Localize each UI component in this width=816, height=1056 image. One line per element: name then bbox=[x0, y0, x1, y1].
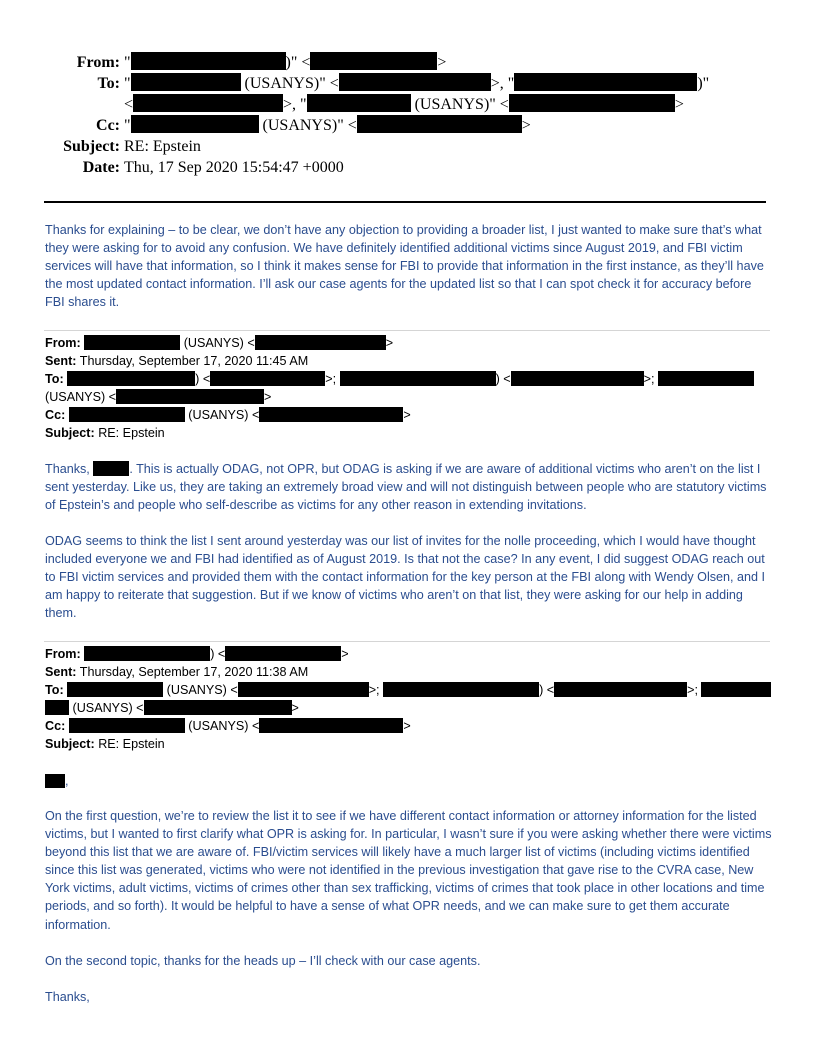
message-body-paragraph: Thanks for explaining – to be clear, we don’t have any objection to providing a broader list, I just wanted to make sure that’s what they were asking for to avoid any confusion. We have definitely identified additional victims since August 2019, and FBI victim services will have that information, so I think it makes sense for FBI to provide that information in the first instance, as they’ll have the most updated contact information. I’ll ask our case agents for the updated list so that I can spot check it for accuracy before FBI shares it. bbox=[45, 223, 764, 310]
quoted-subject-row: Subject: RE: Epstein bbox=[45, 426, 165, 441]
redaction-block bbox=[259, 718, 403, 733]
to-label: To: bbox=[97, 75, 120, 92]
quoted-sent-row: Sent: Thursday, September 17, 2020 11:45 AM bbox=[45, 354, 309, 369]
quoted-cc-row: Cc: (USANYS) < > bbox=[45, 719, 411, 734]
quote-divider bbox=[44, 330, 770, 331]
quoted-body-paragraph: On the first question, we’re to review the list it to see if we have different contact information or attorney information for the listed victims, but I wanted to first clarify what OPR is asking for. In particular, I wasn’t sure if you were asking whether there were victims beyond this list that we are aware of. FBI/victim services will likely have a much larger list of victims (including victims identified since this list was generated, victims who were not identified in the previous investigation that gave rise to the CVRA case, New York victims, adult victims, victims of crimes other than sex trafficking, victims of crimes that took place in other locations and time periods, and so forth). It would be helpful to have a sense of what OPR needs, and we can make sure to get them accurate information. bbox=[45, 809, 772, 932]
quoted-sent-row: Sent: Thursday, September 17, 2020 11:38 AM bbox=[45, 665, 309, 680]
quoted-header-1: From: (USANYS) < > Sent: Thursday, September 17, 2020 11:45 AM To: ) < >; ) < >; (USANYS) < > Cc: (USANYS) < > Subject: RE: Epstein bbox=[45, 334, 773, 443]
redaction-block bbox=[45, 774, 65, 788]
header-date-row bbox=[0, 157, 816, 178]
redaction-block bbox=[131, 73, 241, 91]
redaction-block bbox=[554, 682, 687, 697]
redaction-block bbox=[67, 371, 195, 386]
redaction-block bbox=[238, 682, 369, 697]
quoted-to-row: To: (USANYS) < >; ) < >; bbox=[45, 681, 773, 699]
redaction-block bbox=[310, 52, 437, 70]
redaction-block bbox=[357, 115, 522, 133]
redaction-block bbox=[69, 718, 185, 733]
quoted-subject-row: Subject: RE: Epstein bbox=[45, 737, 165, 752]
quoted-body-paragraph: ODAG seems to think the list I sent around yesterday was our list of invites for the nolle proceeding, which I would have thought included everyone we and FBI had identified as of August 2019. Is that not the case? In any event, I did suggest ODAG reach out to FBI victim services and provided them with the contact information for the key person at the FBI along with Wendy Olsen, and I am happy to reiterate that suggestion. But if we know of victims who aren’t on that list, they were asking for our help in adding them. bbox=[45, 534, 766, 621]
subject-value: RE: Epstein bbox=[124, 138, 201, 155]
redaction-block bbox=[144, 700, 292, 715]
header-subject-row bbox=[0, 136, 816, 157]
quoted-from-row: From: ) < > bbox=[45, 647, 349, 661]
quoted-body-paragraph: Thanks, . This is actually ODAG, not OPR, but ODAG is asking if we are aware of additional victims who aren’t on the list I sent yesterday. Like us, they are taking an extremely broad view and will not distinguish between people who are statutory victims of Epstein’s and people who self-describe as victims for any other reason in extending invitations. bbox=[45, 462, 767, 513]
redaction-block bbox=[340, 371, 496, 386]
quoted-header-2: From: ) < > Sent: Thursday, September 17, 2020 11:38 AM To: (USANYS) < >; ) < >; (USANYS) < > Cc: (USANYS) < > Subject: RE: Epstein bbox=[45, 645, 773, 754]
redaction-block bbox=[210, 371, 325, 386]
quoted-cc-row: Cc: (USANYS) < > bbox=[45, 408, 411, 423]
redaction-block bbox=[514, 73, 697, 91]
redaction-block bbox=[259, 407, 403, 422]
subject-label: Subject: bbox=[63, 138, 120, 155]
quoted-body-paragraph: On the second topic, thanks for the heads up – I’ll check with our case agents. bbox=[45, 954, 481, 968]
header-divider bbox=[44, 201, 766, 203]
redaction-block bbox=[509, 94, 675, 112]
redaction-block bbox=[701, 682, 771, 697]
header-from-row: From: " )" < > bbox=[76, 54, 447, 71]
email-header bbox=[0, 52, 816, 178]
salutation: , bbox=[45, 772, 773, 790]
redaction-block bbox=[131, 52, 286, 70]
redaction-block bbox=[131, 115, 259, 133]
date-value: Thu, 17 Sep 2020 15:54:47 +0000 bbox=[124, 159, 344, 176]
redaction-block bbox=[67, 682, 163, 697]
redaction-block bbox=[84, 646, 210, 661]
quoted-to-row: To: ) < >; ) < >; bbox=[45, 370, 773, 388]
quoted-from-row: From: (USANYS) < > bbox=[45, 336, 394, 350]
redaction-block bbox=[658, 371, 754, 386]
redaction-block bbox=[69, 407, 185, 422]
header-to-row: To: " (USANYS)" < >, " )" bbox=[97, 75, 710, 92]
redaction-block bbox=[383, 682, 539, 697]
closing: Thanks, bbox=[45, 990, 90, 1004]
redaction-block bbox=[45, 700, 69, 715]
redaction-block bbox=[133, 94, 283, 112]
from-label: From: bbox=[76, 54, 120, 71]
redaction-block bbox=[255, 335, 386, 350]
redaction-block bbox=[84, 335, 180, 350]
header-cc-row: Cc: " (USANYS)" < > bbox=[96, 117, 531, 134]
redaction-block bbox=[339, 73, 491, 91]
header-to-row-cont: < >, " (USANYS)" < > bbox=[124, 96, 684, 113]
redaction-block bbox=[93, 461, 129, 476]
redaction-block bbox=[511, 371, 644, 386]
redaction-block bbox=[116, 389, 264, 404]
redaction-block bbox=[225, 646, 341, 661]
quote-divider bbox=[44, 641, 770, 642]
redaction-block bbox=[307, 94, 411, 112]
date-label: Date: bbox=[82, 159, 120, 176]
cc-label: Cc: bbox=[96, 117, 120, 134]
